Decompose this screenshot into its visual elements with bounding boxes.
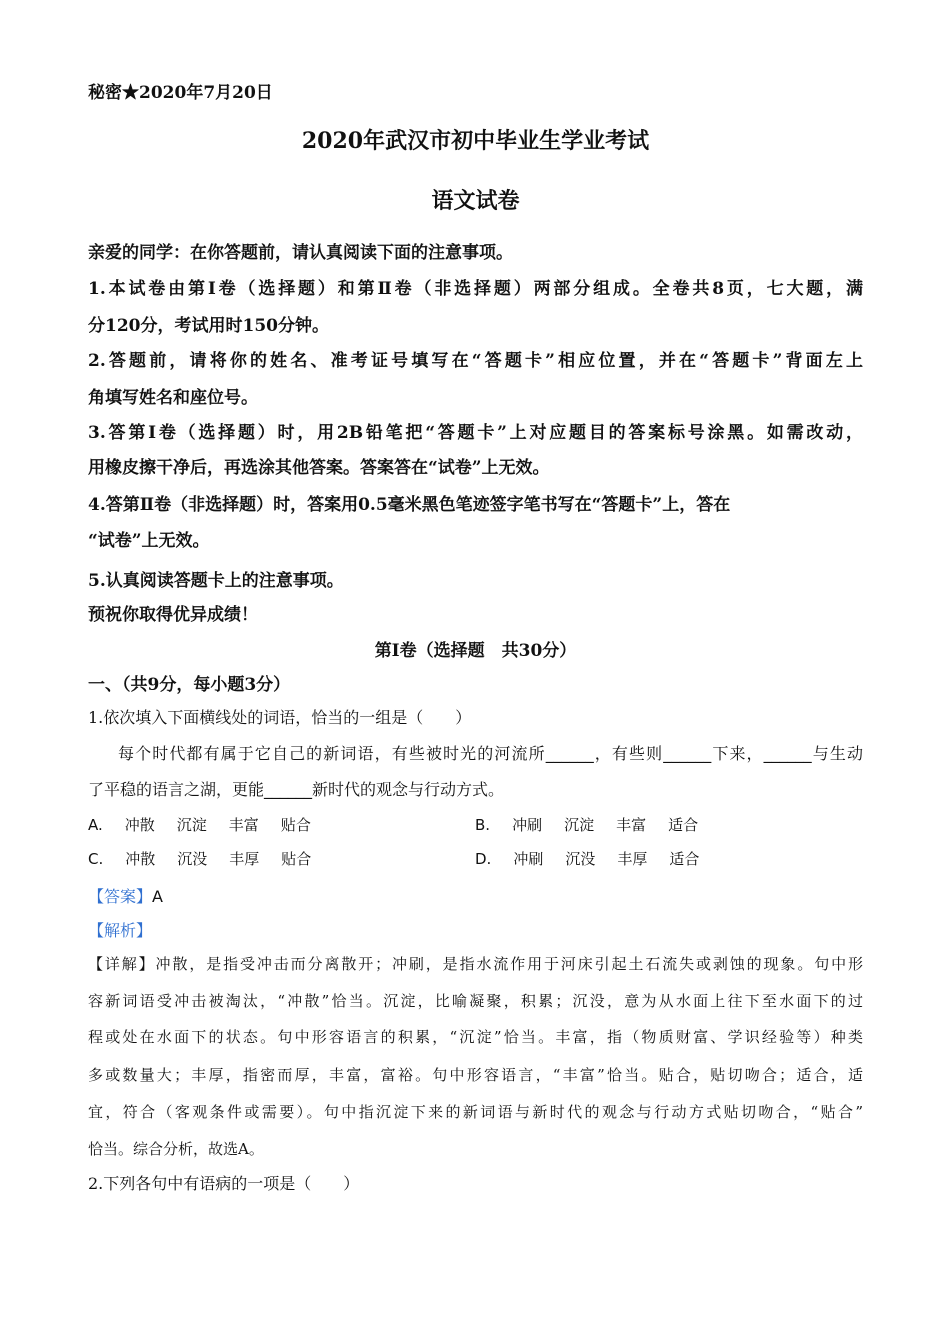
notice-item-5: 5.认真阅读答题卡上的注意事项。 [88,571,344,591]
notice-item-4b: “试卷”上无效。 [88,531,210,551]
option-c[interactable]: C. 冲散 沉没 丰厚 贴合 [88,850,312,868]
option-d[interactable]: D. 冲刷 沉没 丰厚 适合 [475,850,700,868]
option-a[interactable]: A. 冲散 沉淀 丰富 贴合 [88,816,311,834]
question-2-stem: 2.下列各句中有语病的一项是（ ） [88,1174,360,1193]
notice-intro: 亲爱的同学：在你答题前，请认真阅读下面的注意事项。 [88,243,513,263]
detail-line-1: 【详解】冲散，是指受冲击而分离散开；冲刷，是指水流作用于河床引起土石流失或剥蚀的现象。句中形 [88,955,863,973]
detail-line-4: 多或数量大；丰厚，指密而厚，丰富，富裕。句中形容语言，“丰富”恰当。贴合，贴切吻合；适合，适 [88,1066,863,1084]
option-b[interactable]: B. 冲刷 沉淀 丰富 适合 [475,816,699,834]
secret-date-line: 秘密★2020年7月20日 [88,83,273,103]
notice-item-2a: 2.答题前，请将你的姓名、准考证号填写在“答题卡”相应位置，并在“答题卡”背面左上 [88,351,863,371]
exam-title: 2020年武汉市初中毕业生学业考试 [301,128,650,154]
notice-item-3a: 3.答第Ⅰ卷（选择题）时，用2B铅笔把“答题卡”上对应题目的答案标号涂黑。如需改动， [88,423,863,443]
answer-value: A [152,887,163,906]
notice-item-2b: 角填写姓名和座位号。 [88,388,258,408]
question-1-passage-b: 了平稳的语言之湖，更能______新时代的观念与行动方式。 [88,780,505,799]
detail-line-3: 程或处在水面下的状态。句中形容语言的积累，“沉淀”恰当。丰富，指（物质财富、学识经验等）种类 [88,1028,863,1046]
answer-tag: 【答案】 [88,887,153,906]
notice-item-1a: 1.本试卷由第Ⅰ卷（选择题）和第Ⅱ卷（非选择题）两部分组成。全卷共8页，七大题，满 [88,279,863,299]
detail-line-2: 容新词语受冲击被淘汰，“冲散”恰当。沉淀，比喻凝聚，积累；沉没，意为从水面上往下至水面下的过 [88,992,863,1010]
analysis-tag: 【解析】 [88,921,153,940]
question-1-passage-a: 每个时代都有属于它自己的新词语，有些被时光的河流所______，有些则______下来，______与生动 [118,744,863,763]
section-heading: 第Ⅰ卷（选择题 共30分） [374,641,577,661]
notice-item-3b: 用橡皮擦干净后，再选涂其他答案。答案答在“试卷”上无效。 [88,458,550,478]
detail-line-5: 宜，符合（客观条件或需要）。句中指沉淀下来的新词语与新时代的观念与行动方式贴切吻合，“贴合” [88,1103,863,1121]
notice-item-4a: 4.答第Ⅱ卷（非选择题）时，答案用0.5毫米黑色笔迹签字笔书写在“答题卡”上，答在 [88,495,731,515]
part-heading: 一、（共9分，每小题3分） [88,675,291,695]
notice-wish: 预祝你取得优异成绩！ [88,605,258,625]
detail-line-6: 恰当。综合分析，故选A。 [88,1140,264,1158]
notice-item-1b: 分120分，考试用时150分钟。 [88,316,329,336]
question-1-stem: 1.依次填入下面横线处的词语，恰当的一组是（ ） [88,708,472,727]
answer-line [88,884,163,907]
exam-subtitle: 语文试卷 [431,188,520,214]
